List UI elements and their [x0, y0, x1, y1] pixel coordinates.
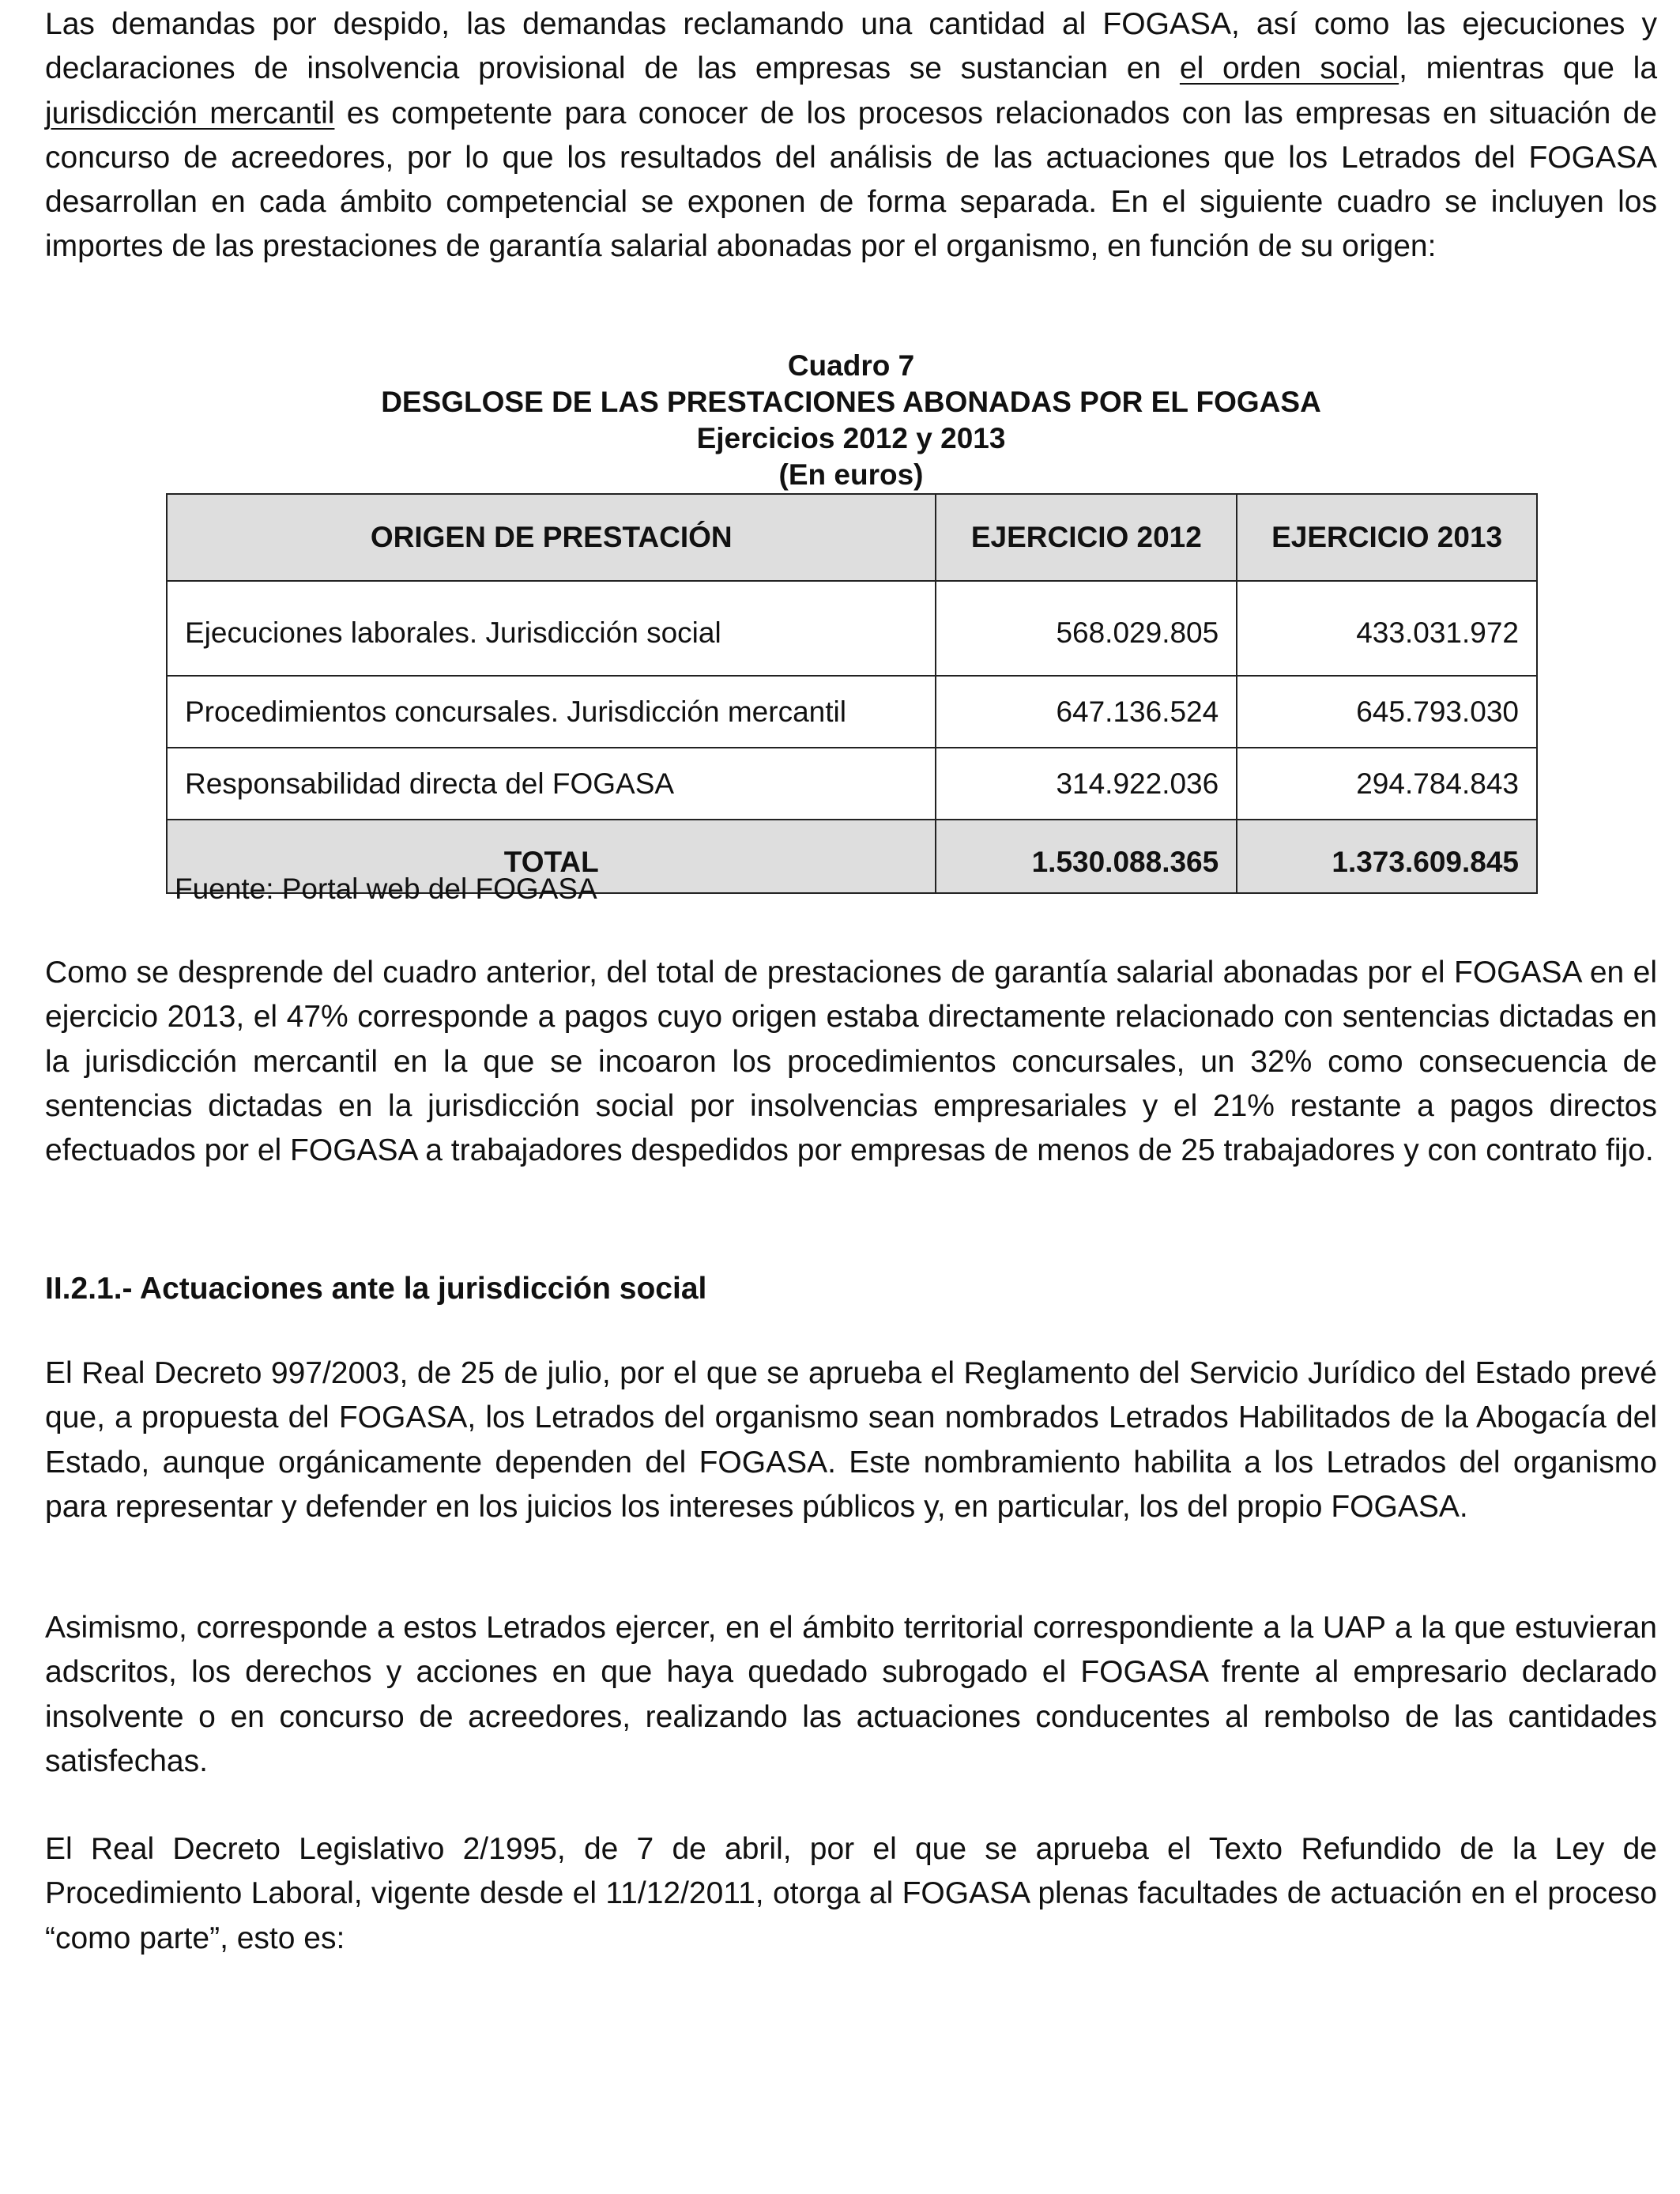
- table-row: [167, 581, 1537, 676]
- row-value-2012: 314.922.036: [936, 748, 1237, 820]
- intro-text-1: Las demandas por despido, las demandas reclamando una cantidad al FOGASA, así como las ejecuciones y declaraciones de insolvencia provisional de las empresas se sustancian en: [45, 7, 1657, 86]
- table-caption: [45, 348, 1657, 493]
- section-heading: II.2.1.- Actuaciones ante la jurisdicción social: [45, 1272, 707, 1306]
- caption-number: Cuadro 7: [787, 349, 915, 382]
- intro-paragraph: [45, 2, 1657, 270]
- analysis-paragraph: Como se desprende del cuadro anterior, del total de prestaciones de garantía salarial abonadas por el FOGASA en el ejercicio 2013, el 47% corresponde a pagos cuyo origen estaba directamente relacionado con sentencias dictadas en la jurisdicción mercantil en la que se incoaron los procedimientos concursales, un 32% como consecuencia de sentencias dictadas en la jurisdicción social por insolvencias empresariales y el 21% restante a pagos directos efectuados por el FOGASA a trabajadores despedidos por empresas de menos de 25 trabajadores y con contrato fijo.: [45, 956, 1657, 1168]
- total-label: TOTAL: [167, 820, 936, 893]
- ley-procedimiento-paragraph: El Real Decreto Legislativo 2/1995, de 7 de abril, por el que se aprueba el Texto Refundido de la Ley de Procedimiento Laboral, vigente desde el 11/12/2011, otorga al FOGASA plenas facultades de actuación en el proceso “como parte”, esto es:: [45, 1832, 1657, 1955]
- intro-text-3: es competente para conocer de los procesos relacionados con las empresas en situación de concurso de acreedores, por lo que los resultados del análisis de las actuaciones que los Letrados del FOGASA desarrollan en cada ámbito competencial se exponen de forma separada. En el siguiente cuadro se incluyen los importes de las prestaciones de garantía salarial abonadas por el organismo, en función de su origen:: [45, 96, 1657, 264]
- row-value-2013: 294.784.843: [1237, 748, 1537, 820]
- row-label: Procedimientos concursales. Jurisdicción mercantil: [167, 676, 936, 748]
- header-2012: EJERCICIO 2012: [936, 494, 1237, 581]
- row-value-2013: 433.031.972: [1237, 581, 1537, 676]
- row-label: Ejecuciones laborales. Jurisdicción social: [167, 581, 936, 676]
- row-value-2013: 645.793.030: [1237, 676, 1537, 748]
- caption-period: Ejercicios 2012 y 2013: [696, 422, 1006, 454]
- table-source: Fuente: Portal web del FOGASA: [175, 873, 597, 905]
- row-value-2012: 647.136.524: [936, 676, 1237, 748]
- table-row: [167, 676, 1537, 748]
- row-label: Responsabilidad directa del FOGASA: [167, 748, 936, 820]
- header-origen: ORIGEN DE PRESTACIÓN: [167, 494, 936, 581]
- real-decreto-paragraph: El Real Decreto 997/2003, de 25 de julio, por el que se aprueba el Reglamento del Servicio Jurídico del Estado prevé que, a propuesta del FOGASA, los Letrados del organismo sean nombrados Letrados Habilitados de la Abogacía del Estado, aunque orgánicamente dependen del FOGASA. Este nombramiento habilita a los Letrados del organismo para representar y defender en los juicios los intereses públicos y, en particular, los del propio FOGASA.: [45, 1356, 1657, 1524]
- row-value-2012: 568.029.805: [936, 581, 1237, 676]
- header-2013: EJERCICIO 2013: [1237, 494, 1537, 581]
- table-row: [167, 748, 1537, 820]
- table-header-row: [167, 494, 1537, 581]
- prestaciones-table: [166, 493, 1538, 894]
- total-2013: 1.373.609.845: [1237, 820, 1537, 893]
- letrados-paragraph: Asimismo, corresponde a estos Letrados ejercer, en el ámbito territorial correspondiente a la UAP a la que estuvieran adscritos, los derechos y acciones en que haya quedado subrogado el FOGASA frente al empresario declarado insolvente o en concurso de acreedores, realizando las actuaciones conducentes al rembolso de las cantidades satisfechas.: [45, 1611, 1657, 1778]
- orden-social-underlined: el orden social: [1179, 51, 1399, 86]
- intro-text-2: , mientras que la: [1399, 51, 1658, 86]
- total-2012: 1.530.088.365: [936, 820, 1237, 893]
- jurisdiccion-mercantil-underlined: jurisdicción mercantil: [45, 96, 335, 130]
- caption-unit: (En euros): [778, 458, 924, 491]
- caption-title: DESGLOSE DE LAS PRESTACIONES ABONADAS POR EL FOGASA: [381, 386, 1321, 418]
